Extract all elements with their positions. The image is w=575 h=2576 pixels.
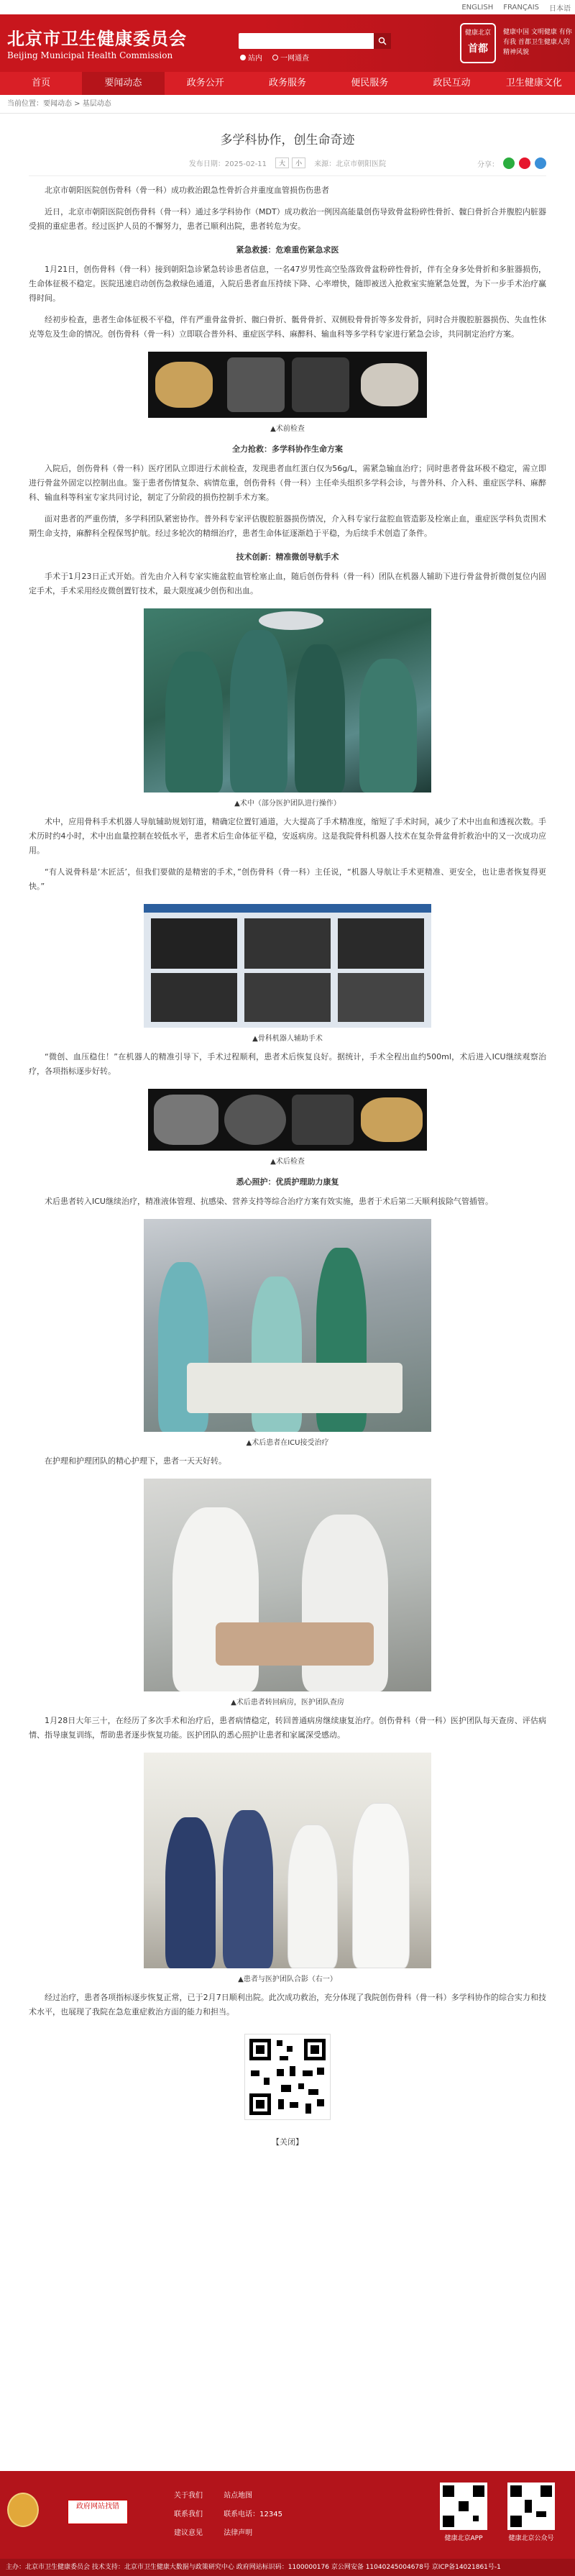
- qr-code-icon: [507, 2483, 555, 2530]
- search-icon: [378, 37, 387, 45]
- qq-icon[interactable]: [535, 157, 546, 169]
- paragraph: 入院后，创伤骨科（骨一科）医疗团队立即进行术前检查，发现患者血红蛋白仅为56g/L，需紧急输血治疗；同时患者骨盆环极不稳定，需立即进行骨盆外固定以控制出血。鉴于患者伤情复杂、病情危重，创伤骨科（骨一科）主任牵头组织多学科会诊，与普外科、介入科、重症医学科、麻醉科、输血科等科室专家共同讨论，制定了分阶段的损伤控制手术方案。: [29, 464, 546, 502]
- nav-gov-service[interactable]: 政务服务: [268, 78, 306, 88]
- section-heading: 紧急救援：危难重伤紧急求医: [236, 245, 339, 255]
- surgery-photo: [144, 608, 431, 793]
- paragraph: 1月21日，创伤骨科（骨一科）接到朝阳急诊紧急转诊患者信息，一名47岁男性高空坠落致骨盆粉碎性骨折，伴有全身多处骨折和多脏器损伤，生命体征极不稳定。医院迅速启动创伤急救绿色通道，入院后患者血压持续下降、心率增快，随即被送入抢救室实施紧急处置，为下一步手术治疗赢得时间。: [29, 265, 546, 303]
- paragraph: 北京市朝阳医院创伤骨科（骨一科）成功救治跟急性骨折合并重度血管损伤伤患者: [45, 186, 329, 195]
- image-caption: ▲术后患者在ICU接受治疗: [246, 1439, 329, 1447]
- footer-link-sitemap[interactable]: 站点地图: [224, 2492, 253, 2500]
- ward-round-photo: [144, 1479, 431, 1691]
- paragraph: 面对患者的严重伤情，多学科团队紧密协作。普外科专家评估腹腔脏器损伤情况，介入科专家行盆腔血管造影及栓塞止血，重症医学科负责围术期生命支持，麻醉科全程保驾护航。经过多轮次的精细治疗，患者生命体征逐渐趋于平稳，为后续手术创造了条件。: [29, 514, 546, 538]
- lang-japanese[interactable]: 日本语: [549, 4, 571, 13]
- footer-copyright: 主办：北京市卫生健康委员会 技术支持：北京市卫生健康大数据与政策研究中心 政府网站标识码：1100000176 京公网安备 11040245004678号 京ICP备14021861号-1: [0, 2559, 575, 2576]
- nav-gov-open[interactable]: 政务公开: [186, 78, 224, 88]
- share-bar: [477, 157, 546, 169]
- publish-date: 发布日期：2025-02-11: [188, 160, 267, 168]
- main-nav: [0, 72, 575, 95]
- nav-news[interactable]: 要闻动态: [82, 72, 164, 95]
- image-caption: ▲骨科机器人辅助手术: [252, 1035, 323, 1043]
- paragraph: 近日，北京市朝阳医院创伤骨科（骨一科）通过多学科协作（MDT）成功救治一例因高能量创伤导致骨盆粉碎性骨折、髋臼骨折合并腹腔内脏器受损的重症患者。经过医护人员的不懈努力，患者已顺利出院，患者转危为安。: [29, 207, 546, 231]
- paragraph: 手术于1月23日正式开始。首先由介入科专家实施盆腔血管栓塞止血，随后创伤骨科（骨一科）团队在机器人辅助下进行骨盆骨折微创复位内固定手术，手术采用经皮微创置钉技术，最大限度减少创伤和出血。: [29, 572, 546, 595]
- nav-home[interactable]: 首页: [32, 78, 51, 88]
- font-small-button[interactable]: 小: [292, 157, 305, 168]
- paragraph: 经过治疗，患者各项指标逐步恢复正常，已于2月7日顺利出院。此次成功救治，充分体现了我院创伤骨科（骨一科）多学科协作的综合实力和技术水平，也展现了我院在急危重症救治方面的能力和担当。: [29, 1993, 546, 2017]
- article-source: 来源：北京市朝阳医院: [314, 160, 387, 168]
- postop-ct-image: [148, 1089, 427, 1151]
- site-title-cn[interactable]: 北京市卫生健康委员会: [7, 28, 187, 49]
- article-meta: [29, 157, 546, 176]
- search-button[interactable]: [374, 33, 391, 49]
- qr-code-icon: [245, 2034, 330, 2119]
- site-banner: [0, 14, 575, 72]
- paragraph: “微创、血压稳住！”在机器人的精准引导下，手术过程顺利，患者术后恢复良好。据统计，手术全程出血约500ml，术后进入ICU继续观察治疗，各项指标逐步好转。: [29, 1052, 546, 1076]
- paragraph: “有人说骨科是‘木匠活’，但我们要做的是精密的手术，”创伤骨科（骨一科）主任说，“机器人导航让手术更精准、更安全，也让患者恢复得更快。”: [29, 867, 546, 891]
- lang-english[interactable]: ENGLISH: [461, 3, 494, 12]
- paragraph: 术后患者转入ICU继续治疗，精准液体管理、抗感染、营养支持等综合治疗方案有效实施，患者于术后第二天顺利拔除气管插管。: [45, 1197, 493, 1206]
- app-qr-code: [440, 2483, 487, 2530]
- font-size-switch: [275, 157, 305, 168]
- image-caption: ▲术中（部分医护团队进行操作）: [234, 800, 341, 808]
- article: [0, 114, 575, 2147]
- share-label: 分享：: [477, 160, 499, 169]
- national-emblem-icon: [7, 2493, 39, 2527]
- nav-interaction[interactable]: 政民互动: [433, 78, 471, 88]
- breadcrumb: 当前位置：要闻动态 > 基层动态: [0, 95, 575, 114]
- footer-link-legal[interactable]: 法律声明: [224, 2529, 253, 2537]
- gov-error-report-button[interactable]: 政府网站找错: [68, 2500, 128, 2524]
- close-link[interactable]: 【关闭】: [272, 2137, 303, 2147]
- image-caption: ▲术后患者转回病房，医护团队查房: [231, 1699, 344, 1707]
- footer-link-suggest[interactable]: 建议意见: [174, 2529, 203, 2537]
- icu-photo: [144, 1219, 431, 1432]
- site-title-en: Beijing Municipal Health Commission: [7, 50, 173, 60]
- search-input[interactable]: [239, 34, 374, 48]
- paragraph: 1月28日大年三十，在经历了多次手术和治疗后，患者病情稳定，转回普通病房继续康复治疗。创伤骨科（骨一科）医护团队每天查房、评估病情、指导康复训练，帮助患者逐步恢复功能。医护团队的悉心照护让患者和家属深受感动。: [29, 1716, 546, 1740]
- article-qr-code: [244, 2034, 331, 2120]
- language-bar: [0, 0, 575, 14]
- radio-site[interactable]: 站内: [240, 52, 262, 63]
- image-caption: ▲术前检查: [270, 425, 305, 433]
- paragraph: 术中，应用骨科手术机器人导航辅助规划钉道，精确定位置钉通道，大大提高了手术精准度，缩短了手术时间，减少了术中出血和透视次数。手术历时约4小时，术中出血量控制在较低水平，患者术后生命体征平稳，安返病房。这是我院骨科机器人技术在复杂骨盆骨折救治中的又一次成功应用。: [29, 817, 546, 855]
- image-caption: ▲患者与医护团队合影（右一）: [238, 1976, 337, 1983]
- footer-link-about[interactable]: 关于我们: [174, 2492, 203, 2500]
- qr-code-icon: [440, 2483, 487, 2530]
- wechat-qr-caption: 健康北京公众号: [508, 2535, 554, 2542]
- search-box: [239, 33, 391, 49]
- radio-all[interactable]: 一网通查: [272, 52, 309, 63]
- footer-phone: 联系电话：12345: [224, 2511, 282, 2518]
- paragraph: 经初步检查，患者生命体征极不平稳，伴有严重骨盆骨折、髋臼骨折、骶骨骨折、双侧股骨骨折等多发骨折，同时合并腹腔脏器损伤、失血性休克等危及生命的情况。创伤骨科（骨一科）立即联合普外科、重症医学科、麻醉科、输血科等多学科专家进行紧急会诊，共同制定治疗方案。: [29, 315, 546, 339]
- search-scope: [240, 52, 309, 63]
- paragraph: 在护理和护理团队的精心护理下，患者一天天好转。: [45, 1456, 226, 1466]
- robot-navigation-screen: [144, 904, 431, 1028]
- article-title: 多学科协作，创生命奇迹: [220, 133, 355, 147]
- section-heading: 全力抢救：多学科协作生命方案: [232, 444, 343, 454]
- wechat-qr-code: [507, 2483, 555, 2530]
- group-photo: [144, 1753, 431, 1968]
- badge-slogan: 健康中国 文明健康 有你有我 首都卫生健康人的精神风貌: [503, 29, 572, 56]
- nav-public-service[interactable]: 便民服务: [351, 78, 389, 88]
- image-caption: ▲术后检查: [270, 1158, 305, 1166]
- wechat-icon[interactable]: [503, 157, 515, 169]
- section-heading: 技术创新：精准微创导航手术: [236, 552, 339, 562]
- app-qr-caption: 健康北京APP: [444, 2535, 483, 2542]
- footer-link-contact[interactable]: 联系我们: [174, 2511, 203, 2518]
- weibo-icon[interactable]: [519, 157, 530, 169]
- healthy-beijing-badge: 健康北京 首都: [460, 23, 496, 63]
- section-heading: 悉心照护：优质护理助力康复: [236, 1177, 339, 1187]
- footer-links: [174, 2487, 301, 2543]
- preop-ct-image: [148, 352, 427, 418]
- site-footer: [0, 2471, 575, 2576]
- nav-culture[interactable]: 卫生健康文化: [505, 78, 562, 88]
- lang-french[interactable]: FRANÇAIS: [503, 3, 539, 12]
- font-large-button[interactable]: 大: [275, 157, 289, 168]
